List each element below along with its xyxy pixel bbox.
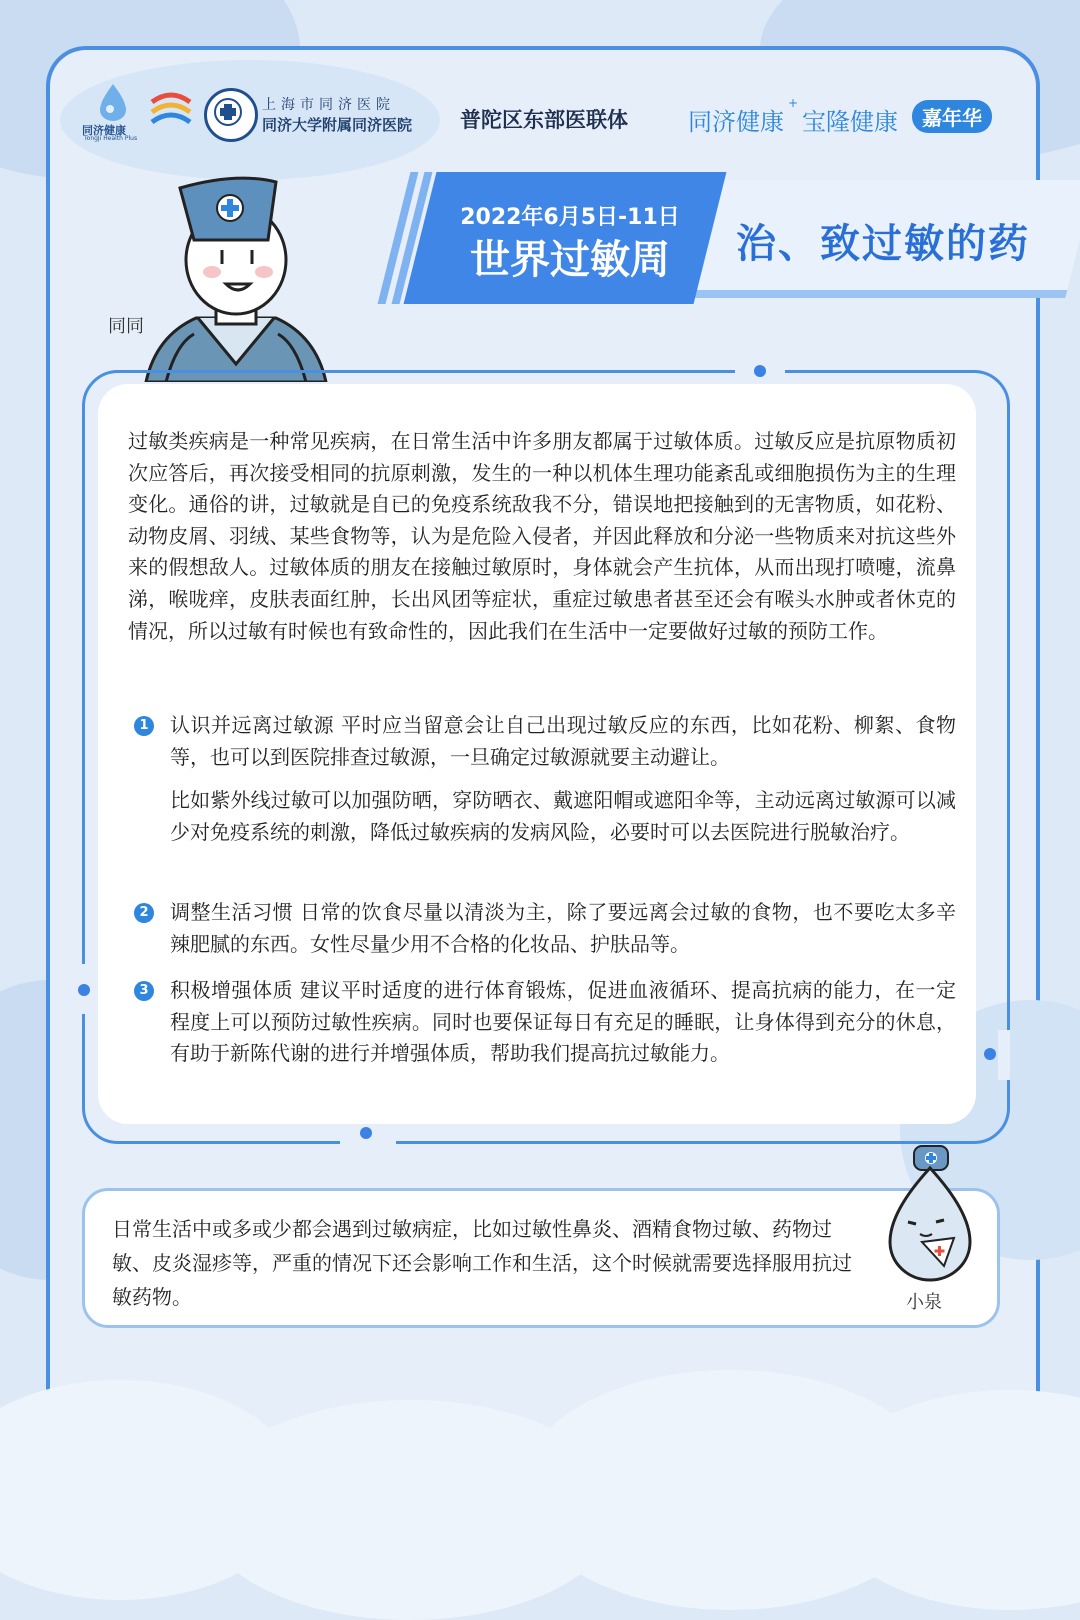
drop-mascot [880,1142,976,1284]
logo-bar [82,82,1012,142]
swirl-icon [148,88,194,134]
brand-badge: 嘉年华 [912,100,992,133]
tip-extra: 比如紫外线过敏可以加强防晒，穿防晒衣、戴遮阳帽或遮阳伞等，主动远离过敏源可以减少对免疫系统的刺激，降低过敏疾病的发病风险，必要时可以去医院进行脱敏治疗。 [170,788,956,844]
note-text: 日常生活中或多或少都会遇到过敏病症，比如过敏性鼻炎、酒精食物过敏、药物过敏、皮炎湿疹等，严重的情况下还会影响工作和生活，这个时候就需要选择服用抗过敏药物。 [112,1217,852,1309]
water-drop-icon [82,82,144,122]
tip-item [128,975,956,1070]
hospital-seal [204,88,258,142]
page-title: 治、致过敏的药 [736,221,1030,267]
swirl-logo [148,88,194,134]
tip-number: 2 [134,903,154,923]
decor-dot [984,1048,996,1060]
outline-gap [998,1030,1010,1080]
decor-dot [754,365,766,377]
brand-plus-icon: + [788,96,799,110]
hospital-seal-icon [207,91,255,139]
brand-tongji: 同济健康 [688,108,784,136]
tip-body [170,975,956,1070]
tip-title: 积极增强体质 [170,978,294,1002]
tip-text: 日常的饮食尽量以清淡为主，除了要远离会过敏的食物，也不要吃太多辛辣肥腻的东西。女性尽量少用不合格的化妆品、护肤品等。 [170,900,957,956]
event-title: 世界过敏周 [470,237,670,283]
tip-title: 调整生活习惯 [170,900,294,924]
brand-baolong: 宝隆健康 [802,108,898,136]
hospital-name-1: 上海市同济医院 [262,97,395,113]
logo-name-en: TongJi Health Plus [84,135,138,142]
decor-dot [360,1127,372,1139]
decor-dot [78,984,90,996]
drop-mascot-name: 小泉 [906,1292,942,1313]
tip-item [128,710,956,848]
hospital-name-2: 同济大学附属同济医院 [262,116,413,134]
tip-number: 3 [134,981,154,1001]
tip-body [170,897,956,960]
tip-text: 建议平时适度的进行体育锻炼，促进血液循环、提高抗病的能力，在一定程度上可以预防过敏性疾病。同时也要保证每日有充足的睡眠，让身体得到充分的休息，有助于新陈代谢的进行并增强体质，帮助我们提高抗过敏能力。 [170,978,957,1065]
tongji-health-logo [82,82,144,142]
tip-item [128,897,956,960]
intro-paragraph: 过敏类疾病是一种常见疾病，在日常生活中许多朋友都属于过敏体质。过敏反应是抗原物质初次应答后，再次接受相同的抗原刺激，发生的一种以机体生理功能紊乱或细胞损伤为主的生理变化。通俗的讲，过敏就是自已的免疫系统敌我不分，错误地把接触到的无害物质，如花粉、动物皮屑、羽绒、某些食物等，认为是危险入侵者，并因此释放和分泌一些物质来对抗这些外来的假想敌人。过敏体质的朋友在接触过敏原时，身体就会产生抗体，从而出现打喷嚏，流鼻涕，喉咙痒，皮肤表面红肿，长出风团等症状，重症过敏患者甚至还会有喉头水肿或者休克的情况，所以过敏有时候也有致命性的，因此我们在生活中一定要做好过敏的预防工作。 [128,429,956,643]
alliance-name: 普陀区东部医联体 [460,107,628,132]
tip-body [170,710,956,773]
tip-text: 平时应当留意会让自己出现过敏反应的东西，比如花粉、柳絮、食物等，也可以到医院排查过敏源，一旦确定过敏源就要主动避让。 [170,713,957,769]
doctor-mascot [136,168,336,382]
doctor-mascot-name: 同同 [108,316,144,337]
event-date: 2022年6月5日-11日 [460,205,680,230]
tip-title: 认识并远离过敏源 [170,713,335,737]
logo-name-cn: 同济健康 [82,124,126,137]
tip-number: 1 [134,716,154,736]
